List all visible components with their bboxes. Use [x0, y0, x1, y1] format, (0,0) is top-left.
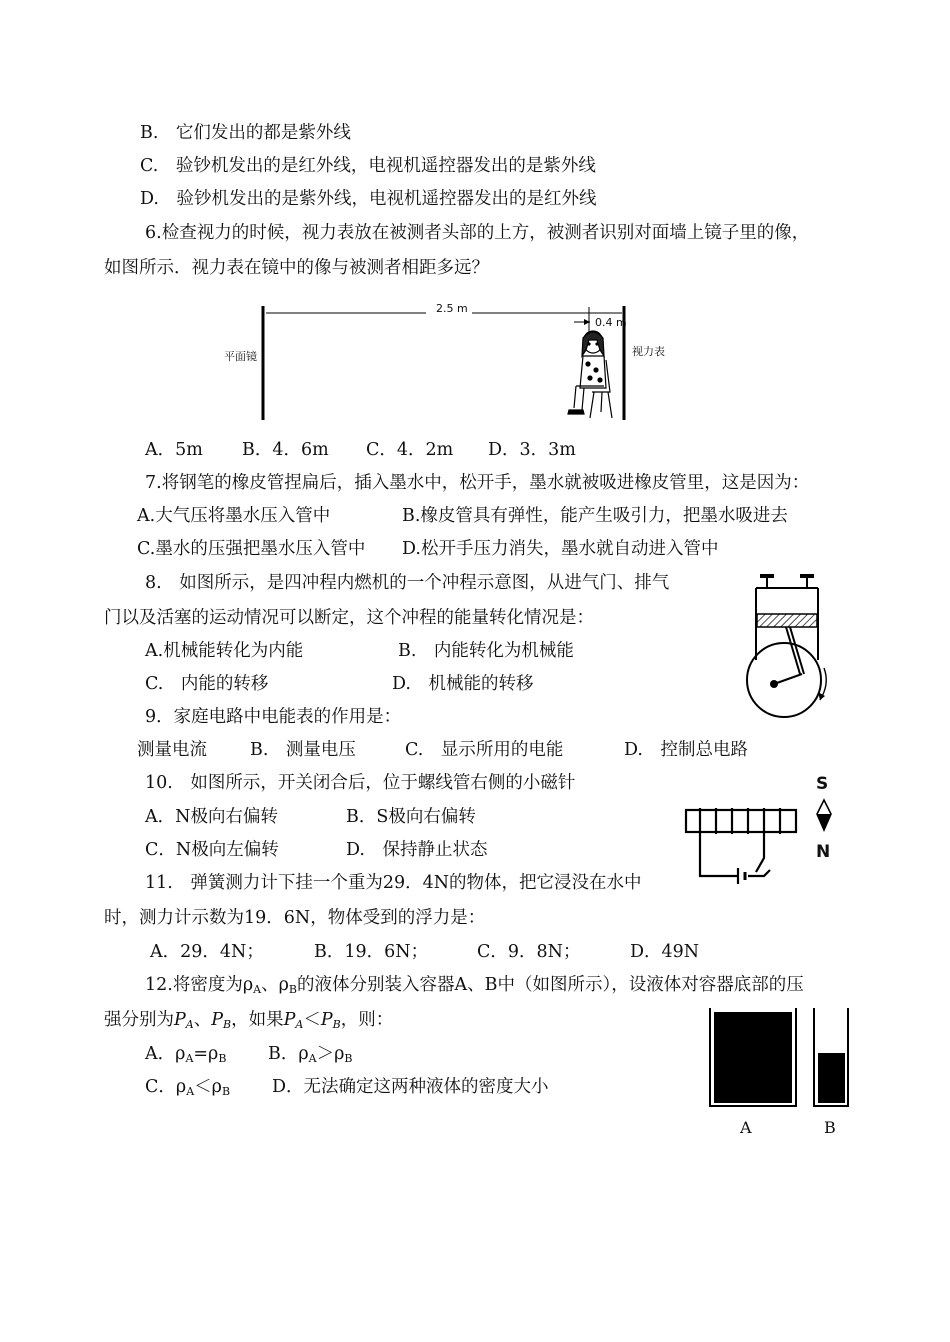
- q6-mirror-label: 平面镜: [224, 350, 257, 363]
- q5-option-b: B. 它们发出的都是紫外线: [140, 123, 351, 143]
- q8-option-b: B. 内能转化为机械能: [398, 641, 574, 661]
- q10-option-c: C．N极向左偏转: [145, 840, 279, 860]
- q8-option-a: A.机械能转化为内能: [145, 641, 304, 661]
- q8-stem-line2: 门以及活塞的运动情况可以断定，这个冲程的能量转化情况是：: [104, 608, 594, 628]
- q11-option-c: C．9．8N；: [477, 942, 581, 962]
- q12-stem-line1: 12.将密度为$\rho_A$、$\rho_B$的液体分别装入容器A、B中（如图所示），设液体对容器底部的压: [145, 975, 804, 996]
- q7-option-c: C.墨水的压强把墨水压入管中: [137, 539, 366, 559]
- q7-option-d: D.松开手压力消失，墨水就自动进入管中: [402, 539, 719, 559]
- q6-stem-line1: 6.检查视力的时候，视力表放在被测者头部的上方，被测者识别对面墙上镜子里的像，: [145, 223, 810, 243]
- q11-stem-line2: 时，测力计示数为19．6N，物体受到的浮力是：: [104, 908, 486, 928]
- q12-option-b: B．$\rho_A>\rho_B$: [268, 1044, 353, 1065]
- q11-option-a: A．29．4N；: [150, 942, 264, 962]
- q9-stem: 9．家庭电路中电能表的作用是：: [145, 707, 402, 727]
- q10-option-b: B．S极向右偏转: [346, 807, 476, 827]
- q6-stem-line2: 如图所示．视力表在镜中的像与被测者相距多远？: [104, 258, 489, 278]
- q8-option-d: D. 机械能的转移: [392, 674, 534, 694]
- q12-option-c: C．$\rho_A<\rho_B$: [145, 1077, 231, 1098]
- q11-option-d: D．49N: [630, 942, 700, 962]
- q6-option-a: A．5m: [145, 440, 203, 460]
- q5-option-d: D. 验钞机发出的是紫外线，电视机遥控器发出的是红外线: [140, 189, 597, 209]
- q10-pole-s-label: S: [816, 774, 829, 794]
- q10-option-a: A．N极向右偏转: [145, 807, 278, 827]
- q10-stem: 10. 如图所示，开关闭合后，位于螺线管右侧的小磁针: [145, 773, 576, 793]
- q8-option-c: C. 内能的转移: [145, 674, 269, 694]
- q6-chart-label: 视力表: [632, 345, 665, 358]
- q12-container-b-label: B: [824, 1118, 836, 1137]
- q10-pole-n-label: N: [816, 842, 831, 862]
- q9-option-a: 测量电流: [137, 740, 207, 760]
- q6-total-distance-label: 2.5 m: [436, 302, 468, 315]
- q6-small-distance-label: 0.4 m: [595, 316, 627, 329]
- q12-stem-line2: 强分别为$P_A$、$P_B$，如果$P_A<P_B$，则：: [104, 1010, 394, 1031]
- q10-option-d: D. 保持静止状态: [346, 840, 488, 860]
- q9-option-d: D. 控制总电路: [624, 740, 748, 760]
- q11-stem-line1: 11. 弹簧测力计下挂一个重为29．4N的物体，把它浸没在水中: [145, 873, 642, 893]
- q9-option-b: B. 测量电压: [250, 740, 356, 760]
- q5-option-c: C. 验钞机发出的是红外线，电视机遥控器发出的是紫外线: [140, 156, 596, 176]
- q8-stem-line1: 8. 如图所示，是四冲程内燃机的一个冲程示意图，从进气门、排气: [145, 573, 670, 593]
- q6-option-b: B．4．6m: [242, 440, 329, 460]
- q7-option-b: B.橡皮管具有弹性，能产生吸引力，把墨水吸进去: [402, 506, 788, 526]
- q12-container-a-label: A: [740, 1118, 752, 1137]
- q6-option-c: C．4．2m: [366, 440, 454, 460]
- q6-option-d: D．3．3m: [488, 440, 576, 460]
- q7-stem: 7.将钢笔的橡皮管捏扁后，插入墨水中，松开手，墨水就被吸进橡皮管里，这是因为：: [145, 473, 810, 493]
- q12-option-d: D．无法确定这两种液体的密度大小: [272, 1077, 549, 1097]
- q12-option-a: A．$\rho_A=\rho_B$: [145, 1044, 227, 1065]
- q9-option-c: C. 显示所用的电能: [405, 740, 564, 760]
- q11-option-b: B．19．6N；: [314, 942, 429, 962]
- q7-option-a: A.大气压将墨水压入管中: [137, 506, 331, 526]
